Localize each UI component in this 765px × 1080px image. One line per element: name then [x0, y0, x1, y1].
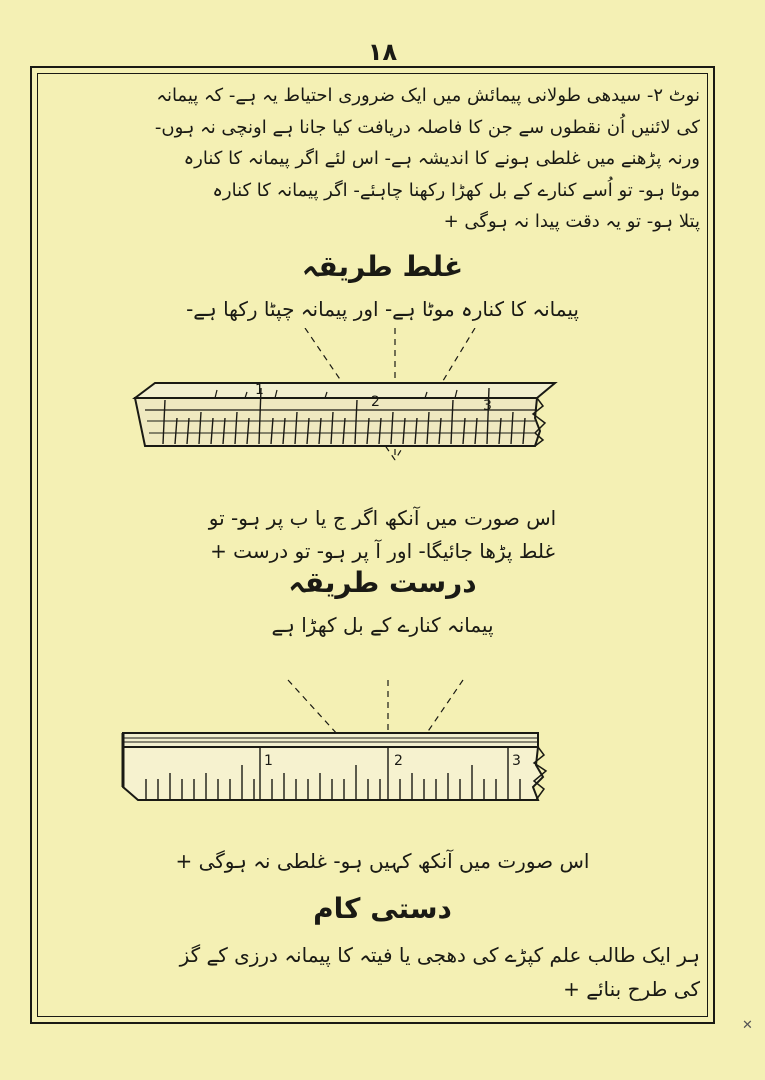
note-line: موٹا ہو- تو اُسے کنارے کے بل کھڑا رکھنا چاہئے- اگر پیمانہ کا کنارہ — [212, 179, 700, 201]
wrong-method-caption: پیمانہ کا کنارہ موٹا ہے- اور پیمانہ چپٹا رکھا ہے- — [186, 297, 579, 321]
right-method-explanation: اس صورت میں آنکھ کہیں ہو- غلطی نہ ہوگی + — [175, 849, 590, 873]
wrong-method-heading: غلط طریقہ — [301, 250, 464, 283]
ruler-number: 3 — [483, 398, 492, 414]
page-speck-mark: ✕ — [742, 1018, 753, 1033]
right-method-caption: پیمانہ کنارے کے بل کھڑا ہے — [271, 613, 494, 637]
wrong-method-explanation-line: اس صورت میں آنکھ اگر ج یا ب پر ہو- تو — [208, 506, 557, 530]
handwork-heading: دستی کام — [313, 892, 452, 925]
ruler-top-face — [135, 383, 555, 398]
right-method-heading: درست طریقہ — [288, 566, 477, 599]
ruler-front-face — [123, 747, 543, 800]
note-line: ورنہ پڑھنے میں غلطی ہونے کا اندیشہ ہے- اس لئے اگر پیمانہ کا کنارہ — [183, 148, 700, 169]
ruler-front-face — [135, 398, 540, 446]
edge-ruler-figure — [118, 675, 558, 810]
note-line: نوٹ ۲- سیدھی طولانی پیمائش میں ایک ضروری احتیاط یہ ہے- کہ پیمانہ — [156, 85, 700, 106]
ruler-number: 1 — [255, 382, 264, 398]
wrong-method-explanation-line: غلط پڑھا جائیگا- اور آ پر ہو- تو درست + — [210, 539, 555, 563]
flat-ruler-figure — [125, 328, 575, 478]
handwork-line: ہر ایک طالب علم کپڑے کی دھجی یا فیتہ کا پیمانہ درزی کے گز — [179, 943, 700, 967]
note-line: پتلا ہو- تو یہ دقت پیدا نہ ہوگی + — [443, 211, 700, 232]
note-2-paragraph — [48, 80, 700, 238]
ruler-number: 1 — [264, 753, 273, 769]
note-line: کی لائنیں اُن نقطوں سے جن کا فاصلہ دریافت کیا جانا ہے اونچی نہ ہوں- — [154, 116, 700, 138]
ruler-number: 2 — [394, 753, 403, 769]
handwork-paragraph — [48, 938, 700, 1006]
handwork-line: کی طرح بنائے + — [563, 977, 700, 1001]
ruler-number: 2 — [371, 394, 380, 410]
ruler-top-edge — [123, 733, 538, 747]
page-number: ۱۸ — [367, 38, 398, 66]
ruler-number: 3 — [512, 753, 521, 769]
